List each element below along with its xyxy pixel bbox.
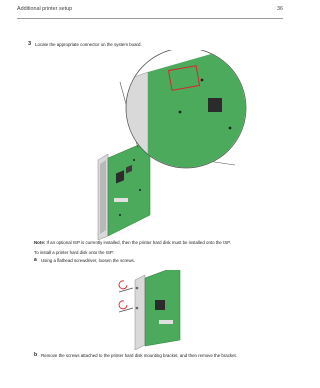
intro-text: To install a printer hard disk onto the ISP: — [34, 250, 115, 255]
substep-b-letter: b — [34, 352, 38, 358]
substep-a-text: Using a flathead screwdriver, loosen the screws. — [41, 258, 135, 263]
step-text: Locate the appropriate connector on the system board. — [35, 42, 142, 47]
loosen-screws-illustration — [115, 270, 195, 350]
header-title: Additional printer setup — [17, 6, 73, 12]
note-label: Note: — [34, 240, 46, 245]
note-text: If an optional ISP is currently installed, then the printer hard disk must be installed onto the ISP. — [46, 240, 231, 245]
page-number: 36 — [277, 6, 283, 12]
page-header — [17, 6, 283, 19]
substep-b-text: Remove the screws attached to the printer hard disk mounting bracket, and then remove the bracket. — [41, 353, 237, 358]
note — [34, 240, 274, 246]
substep-a-letter: a — [34, 257, 37, 263]
step-number: 3 — [28, 41, 32, 47]
system-board-illustration — [90, 50, 265, 240]
